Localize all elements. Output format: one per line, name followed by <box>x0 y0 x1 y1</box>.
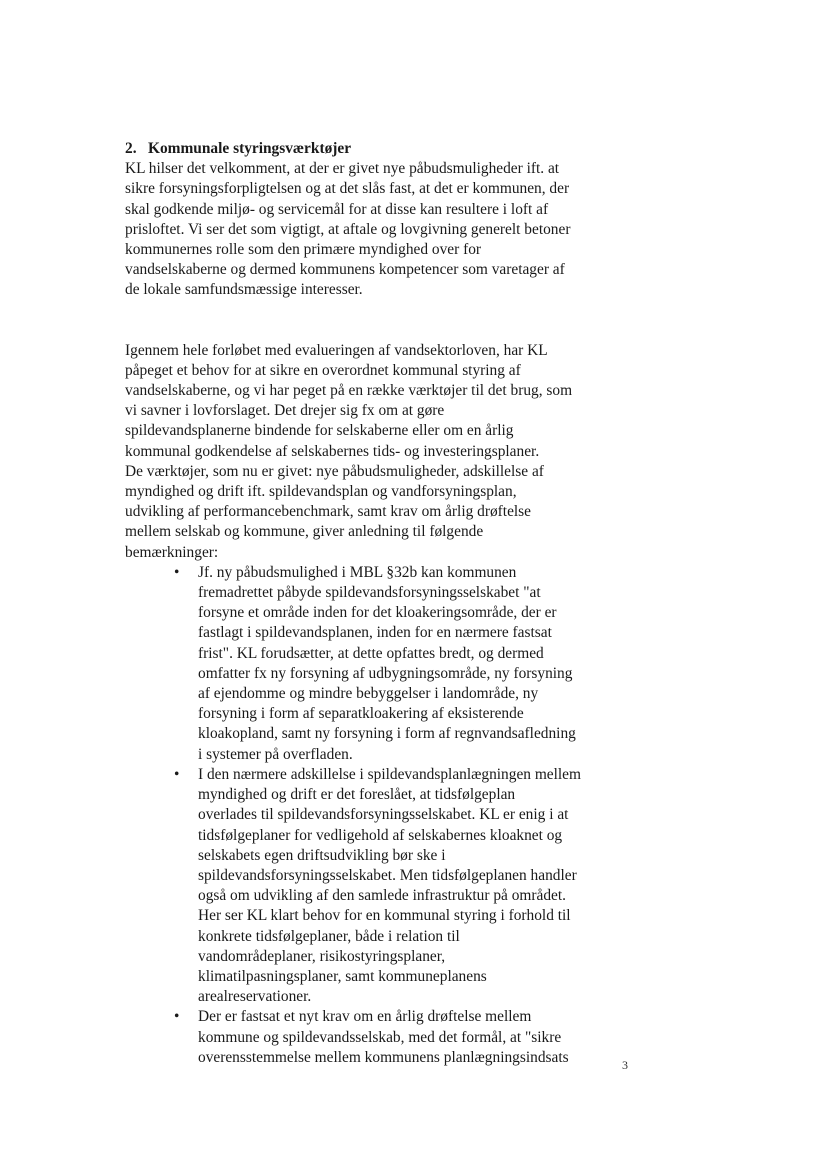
text-line: Der er fastsat et nyt krav om en årlig drøftelse mellem <box>198 1008 532 1026</box>
text-line: selskabets egen driftsudvikling bør ske i <box>198 846 446 864</box>
text-line: også om udvikling af den samlede infrastruktur på området. <box>198 887 566 905</box>
text-line: I den nærmere adskillelse i spildevandsplanlægningen mellem <box>198 765 581 783</box>
text-line: arealreservationer. <box>198 988 312 1006</box>
bullet-item <box>174 563 595 765</box>
text-line: vandselskaberne, og vi har peget på en række værktøjer til det brug, som <box>125 382 573 400</box>
text-line: frist". KL forudsætter, at dette opfattes bredt, og dermed <box>198 644 544 662</box>
text-line: spildevandsforsyningsselskabet. Men tidsfølgeplanen handler <box>198 866 577 884</box>
text-line: i systemer på overfladen. <box>198 745 353 763</box>
text-line: overlades til spildevandsforsyningsselskabet. KL er enig i at <box>198 806 569 824</box>
text-line: forsyning i form af separatkloakering af eksisterende <box>198 705 524 723</box>
text-line: vi savner i lovforslaget. Det drejer sig fx om at gøre <box>125 402 445 420</box>
page-number: 3 <box>622 1058 628 1072</box>
paragraph-spacer <box>125 321 595 341</box>
bullet-icon: • <box>174 1008 180 1026</box>
text-line: spildevandsplanerne bindende for selskaberne eller om en årlig <box>125 422 514 440</box>
text-line: fastlagt i spildevandsplanen, inden for en nærmere fastsat <box>198 624 552 642</box>
text-line: de lokale samfundsmæssige interesser. <box>125 281 363 299</box>
text-line: konkrete tidsfølgeplaner, både i relation til <box>198 927 460 945</box>
text-line: KL hilser det velkomment, at der er givet nye påbudsmuligheder ift. at <box>125 160 560 178</box>
text-line: fremadrettet påbyde spildevandsforsyningsselskabet "at <box>198 584 541 602</box>
text-line: myndighed og drift ift. spildevandsplan og vandforsyningsplan, <box>125 483 517 501</box>
bullet-icon: • <box>174 765 180 783</box>
text-line: bemærkninger: <box>125 543 219 561</box>
text-line: skal godkende miljø- og servicemål for at disse kan resultere i loft af <box>125 200 549 218</box>
text-line: forsyne et område inden for det kloakeringsområde, der er <box>198 604 557 622</box>
section-heading <box>125 139 595 159</box>
text-line: vandområdeplaner, risikostyringsplaner, <box>198 947 446 965</box>
text-line: prisloftet. Vi ser det som vigtigt, at aftale og lovgivning generelt betoner <box>125 220 571 238</box>
section-title: Kommunale styringsværktøjer <box>148 140 352 157</box>
bullet-item <box>174 765 595 1007</box>
text-line: overensstemmelse mellem kommunens planlægningsindsats <box>198 1048 569 1066</box>
text-line: kommunal godkendelse af selskabernes tids- og investeringsplaner. <box>125 442 540 460</box>
text-line: kloakopland, samt ny forsyning i form af regnvandsafledning <box>198 725 576 743</box>
page-content <box>125 139 595 1068</box>
text-line: De værktøjer, som nu er givet: nye påbudsmuligheder, adskillelse af <box>125 462 544 480</box>
bullet-item <box>174 1007 595 1068</box>
paragraph-spacer <box>125 301 595 321</box>
text-line: Jf. ny påbudsmulighed i MBL §32b kan kommunen <box>198 563 517 581</box>
bullet-icon: • <box>174 563 180 581</box>
text-line: tidsfølgeplaner for vedligehold af selskabernes kloaknet og <box>198 826 563 844</box>
text-line: vandselskaberne og dermed kommunens kompetencer som varetager af <box>125 261 565 279</box>
text-line: Igennem hele forløbet med evalueringen af vandsektorloven, har KL <box>125 341 548 359</box>
text-line: af ejendomme og mindre bebyggelser i landområde, ny <box>198 685 539 703</box>
text-line: udvikling af performancebenchmark, samt krav om årlig drøftelse <box>125 503 531 521</box>
section-number: 2. <box>125 140 137 157</box>
text-line: Her ser KL klart behov for en kommunal styring i forhold til <box>198 907 571 925</box>
text-line: klimatilpasningsplaner, samt kommuneplanens <box>198 967 487 985</box>
paragraph-1 <box>125 159 595 300</box>
text-line: mellem selskab og kommune, giver anledning til følgende <box>125 523 484 541</box>
bullet-list <box>125 563 595 1068</box>
text-line: myndighed og drift er det foreslået, at tidsfølgeplan <box>198 786 516 804</box>
text-line: påpeget et behov for at sikre en overordnet kommunal styring af <box>125 361 521 379</box>
text-line: sikre forsyningsforpligtelsen og at det slås fast, at det er kommunen, der <box>125 180 570 198</box>
text-line: kommunernes rolle som den primære myndighed over for <box>125 241 482 259</box>
text-line: kommune og spildevandsselskab, med det formål, at "sikre <box>198 1028 562 1046</box>
paragraph-2 <box>125 341 595 563</box>
text-line: omfatter fx ny forsyning af udbygningsområde, ny forsyning <box>198 664 573 682</box>
